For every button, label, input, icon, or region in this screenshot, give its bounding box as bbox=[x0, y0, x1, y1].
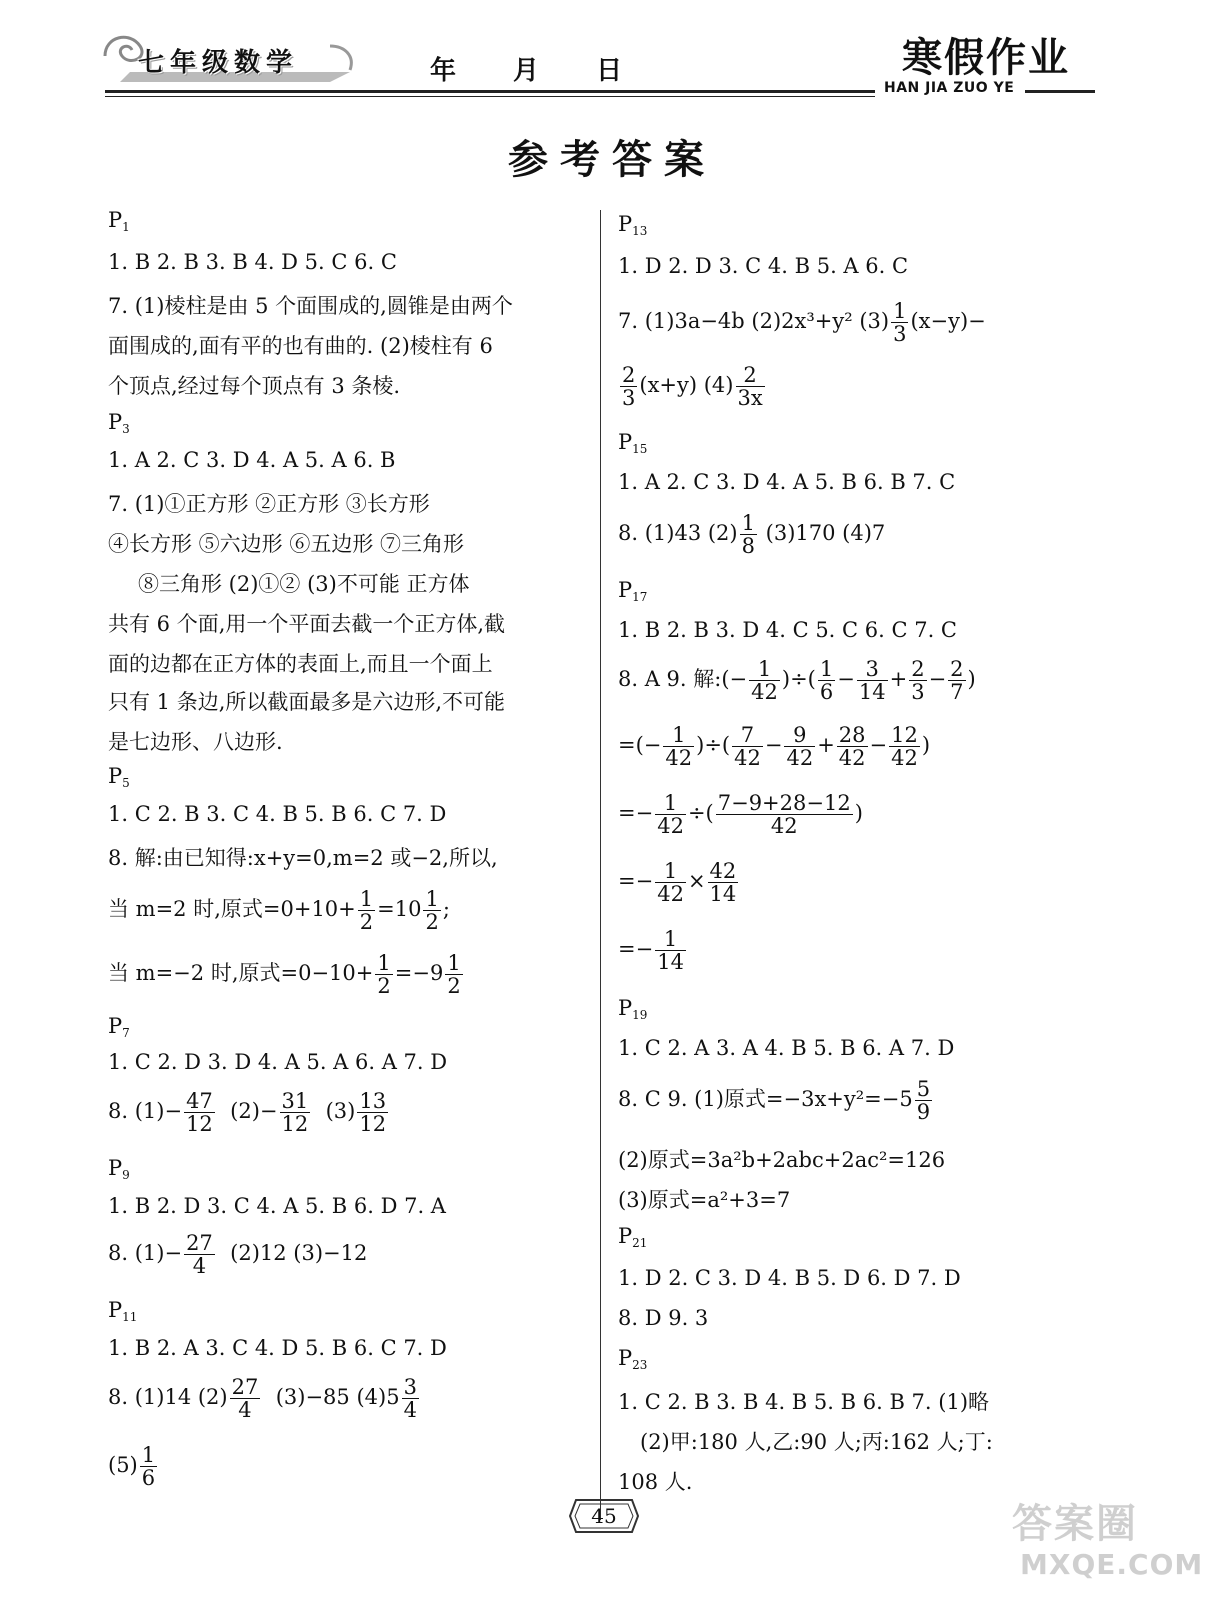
page-header bbox=[0, 0, 1224, 110]
answer-line: 1. C 2. D 3. D 4. A 5. A 6. A 7. D bbox=[108, 1050, 448, 1074]
answer-line: 面的边都在正方体的表面上,而且一个面上 bbox=[108, 652, 493, 676]
fraction: $\frac{3}{14}$ bbox=[858, 657, 886, 705]
fraction: $\frac{1}{6}$ bbox=[819, 657, 834, 705]
answer-line: 7. (1)3a−4b (2)2x³+y² (3) $\frac{1}{3}$ (x−y)− bbox=[618, 299, 986, 347]
fraction: $\frac{13}{12}$ bbox=[359, 1089, 387, 1137]
fraction: $\frac{3}{4}$ bbox=[403, 1375, 417, 1423]
fraction: $\frac{31}{12}$ bbox=[281, 1089, 309, 1137]
page-ref-p17: $P_{17}$ bbox=[618, 578, 648, 604]
answer-line: (2)甲:180 人,乙:90 人;丙:162 人;丁: bbox=[640, 1430, 993, 1454]
watermark bbox=[1000, 1490, 1204, 1590]
page-ref-p3: $P_3$ bbox=[108, 410, 130, 436]
watermark-logo: 答案圈 bbox=[1012, 1501, 1138, 1547]
fraction: $\frac{1}{6}$ bbox=[141, 1443, 156, 1491]
fraction: $\frac{28}{42}$ bbox=[838, 723, 866, 771]
fraction: $\frac{1}{2}$ bbox=[425, 887, 439, 935]
header-rule-right bbox=[1025, 90, 1095, 93]
page-number-badge bbox=[568, 1496, 640, 1536]
page-ref-p21: $P_{21}$ bbox=[618, 1224, 648, 1250]
answer-line: 1. C 2. B 3. C 4. B 5. B 6. C 7. D bbox=[108, 802, 447, 826]
fraction: $\frac{7-9+28-12}{42}$ bbox=[717, 791, 851, 839]
date-label: 年 月 日 bbox=[430, 56, 623, 86]
fraction: $\frac{47}{12}$ bbox=[186, 1089, 213, 1137]
answer-line: 是七边形、八边形. bbox=[108, 730, 283, 754]
answer-line: =(− $\frac{1}{42}$ )÷( $\frac{7}{42}$ − $\frac{9}{42}$ + $\frac{28}{42}$ − $\frac{12}{42}$ ) bbox=[618, 723, 931, 771]
page-title: 参考答案 bbox=[508, 136, 716, 183]
page-ref-p1: $P_1$ bbox=[108, 208, 130, 234]
answer-line: 个顶点,经过每个顶点有 3 条棱. bbox=[108, 374, 401, 398]
fraction: $\frac{1}{8}$ bbox=[741, 511, 755, 559]
page-number: 45 bbox=[591, 1504, 617, 1528]
book-subtitle: HAN JIA ZUO YE bbox=[884, 80, 1015, 96]
header-rule-thin bbox=[105, 96, 875, 97]
answer-line: =− $\frac{1}{42}$ × $\frac{42}{14}$ bbox=[618, 859, 737, 907]
fraction: $\frac{1}{2}$ bbox=[447, 951, 461, 999]
fraction: $\frac{7}{42}$ bbox=[734, 723, 761, 771]
fraction: $\frac{1}{42}$ bbox=[657, 859, 684, 907]
page-ref-p5: $P_5$ bbox=[108, 764, 130, 790]
page-ref-p19: $P_{19}$ bbox=[618, 996, 648, 1022]
answer-line: 8. (1)43 (2) $\frac{1}{8}$ (3)170 (4)7 bbox=[618, 511, 886, 559]
answer-line: 1. B 2. B 3. D 4. C 5. C 6. C 7. C bbox=[618, 618, 958, 642]
page-ref-p9: $P_9$ bbox=[108, 1156, 130, 1182]
answer-line: 1. A 2. C 3. D 4. A 5. A 6. B bbox=[108, 448, 396, 472]
answer-line: 当 m=2 时,原式=0+10+ $\frac{1}{2}$ =10 $\frac{1}{2}$ ; bbox=[108, 887, 450, 935]
grade-label: 七年级数学 bbox=[138, 48, 299, 78]
answer-line: 8. C 9. (1)原式=−3x+y²=−5 $\frac{5}{9}$ bbox=[618, 1077, 931, 1125]
fraction: $\frac{1}{3}$ bbox=[893, 299, 907, 347]
book-title: 寒假作业 bbox=[902, 35, 1070, 81]
answer-line: 8. A 9. 解:(− $\frac{1}{42}$ )÷( $\frac{1}{6}$ − $\frac{3}{14}$ + $\frac{2}{3}$ − $\frac{2}{7}$ ) bbox=[618, 657, 976, 705]
fraction: $\frac{1}{42}$ bbox=[657, 791, 684, 839]
column-divider bbox=[600, 210, 601, 1520]
answer-line: =− $\frac{1}{42}$ ÷( $\frac{7-9+28-12}{42}$ ) bbox=[618, 791, 863, 839]
grade-banner bbox=[100, 26, 360, 86]
answer-line: (2)原式=3a²b+2abc+2ac²=126 bbox=[618, 1148, 946, 1172]
page-ref-p13: $P_{13}$ bbox=[618, 212, 648, 238]
fraction: $\frac{2}{3x}$ bbox=[737, 363, 763, 411]
answer-line: 8. (1)14 (2) $\frac{27}{4}$ (3)−85 (4)5 $\frac{3}{4}$ bbox=[108, 1375, 417, 1423]
answer-line: 1. D 2. D 3. C 4. B 5. A 6. C bbox=[618, 254, 909, 278]
fraction: $\frac{1}{2}$ bbox=[359, 887, 374, 935]
answer-line: =− $\frac{1}{14}$ bbox=[618, 927, 684, 975]
answer-line: (5) $\frac{1}{6}$ bbox=[108, 1443, 156, 1491]
page-ref-p23: $P_{23}$ bbox=[618, 1346, 648, 1372]
fraction: $\frac{12}{42}$ bbox=[891, 723, 918, 771]
answer-line: 8. D 9. 3 bbox=[618, 1306, 709, 1330]
fraction: $\frac{1}{42}$ bbox=[665, 723, 693, 771]
answer-line: 当 m=−2 时,原式=0−10+ $\frac{1}{2}$ =−9 $\frac{1}{2}$ bbox=[108, 951, 461, 999]
answer-line: 1. A 2. C 3. D 4. A 5. B 6. B 7. C bbox=[618, 470, 956, 494]
answer-line: 1. B 2. D 3. C 4. A 5. B 6. D 7. A bbox=[108, 1194, 446, 1218]
fraction: $\frac{9}{42}$ bbox=[786, 723, 814, 771]
fraction: $\frac{1}{42}$ bbox=[751, 657, 778, 705]
answer-line: 1. C 2. B 3. B 4. B 5. B 6. B 7. (1)略 bbox=[618, 1390, 990, 1414]
fraction: $\frac{27}{4}$ bbox=[231, 1375, 259, 1423]
answer-line: 108 人. bbox=[618, 1470, 693, 1494]
header-rule bbox=[105, 90, 875, 93]
fraction: $\frac{2}{3}$ bbox=[911, 657, 925, 705]
answer-line: ④长方形 ⑤六边形 ⑥五边形 ⑦三角形 bbox=[108, 532, 465, 556]
watermark-url: MXQE.COM bbox=[1020, 1548, 1204, 1581]
answer-line: 7. (1)①正方形 ②正方形 ③长方形 bbox=[108, 492, 430, 516]
answer-line: 1. C 2. A 3. A 4. B 5. B 6. A 7. D bbox=[618, 1036, 955, 1060]
answer-line: $\frac{2}{3}$ (x+y) (4) $\frac{2}{3x}$ bbox=[622, 363, 763, 411]
answer-line: 8. (1)− $\frac{27}{4}$ (2)12 (3)−12 bbox=[108, 1231, 368, 1279]
answer-line: 共有 6 个面,用一个平面去截一个正方体,截 bbox=[108, 612, 506, 636]
page-ref-p7: $P_7$ bbox=[108, 1014, 130, 1040]
answer-line: 面围成的,面有平的也有曲的. (2)棱柱有 6 bbox=[108, 334, 493, 358]
fraction: $\frac{2}{7}$ bbox=[950, 657, 964, 705]
fraction: $\frac{1}{2}$ bbox=[377, 951, 391, 999]
page-ref-p11: $P_{11}$ bbox=[108, 1298, 138, 1324]
answer-line: ⑧三角形 (2)①② (3)不可能 正方体 bbox=[138, 572, 470, 596]
answer-line: 8. 解:由已知得:x+y=0,m=2 或−2,所以, bbox=[108, 846, 498, 870]
fraction: $\frac{27}{4}$ bbox=[186, 1231, 213, 1279]
fraction: $\frac{5}{9}$ bbox=[916, 1077, 931, 1125]
answer-line: 1. B 2. A 3. C 4. D 5. B 6. C 7. D bbox=[108, 1336, 447, 1360]
answer-line: 1. B 2. B 3. B 4. D 5. C 6. C bbox=[108, 250, 397, 274]
fraction: $\frac{2}{3}$ bbox=[622, 363, 636, 411]
answer-line: 7. (1)棱柱是由 5 个面围成的,圆锥是由两个 bbox=[108, 294, 513, 318]
fraction: $\frac{1}{14}$ bbox=[657, 927, 684, 975]
fraction: $\frac{42}{14}$ bbox=[709, 859, 737, 907]
answer-line: 只有 1 条边,所以截面最多是六边形,不可能 bbox=[108, 690, 506, 714]
answer-line: 1. D 2. C 3. D 4. B 5. D 6. D 7. D bbox=[618, 1266, 961, 1290]
answer-line: 8. (1)− $\frac{47}{12}$ (2)− $\frac{31}{12}$ (3) $\frac{13}{12}$ bbox=[108, 1089, 387, 1137]
answer-line: (3)原式=a²+3=7 bbox=[618, 1188, 791, 1212]
page-ref-p15: $P_{15}$ bbox=[618, 430, 648, 456]
